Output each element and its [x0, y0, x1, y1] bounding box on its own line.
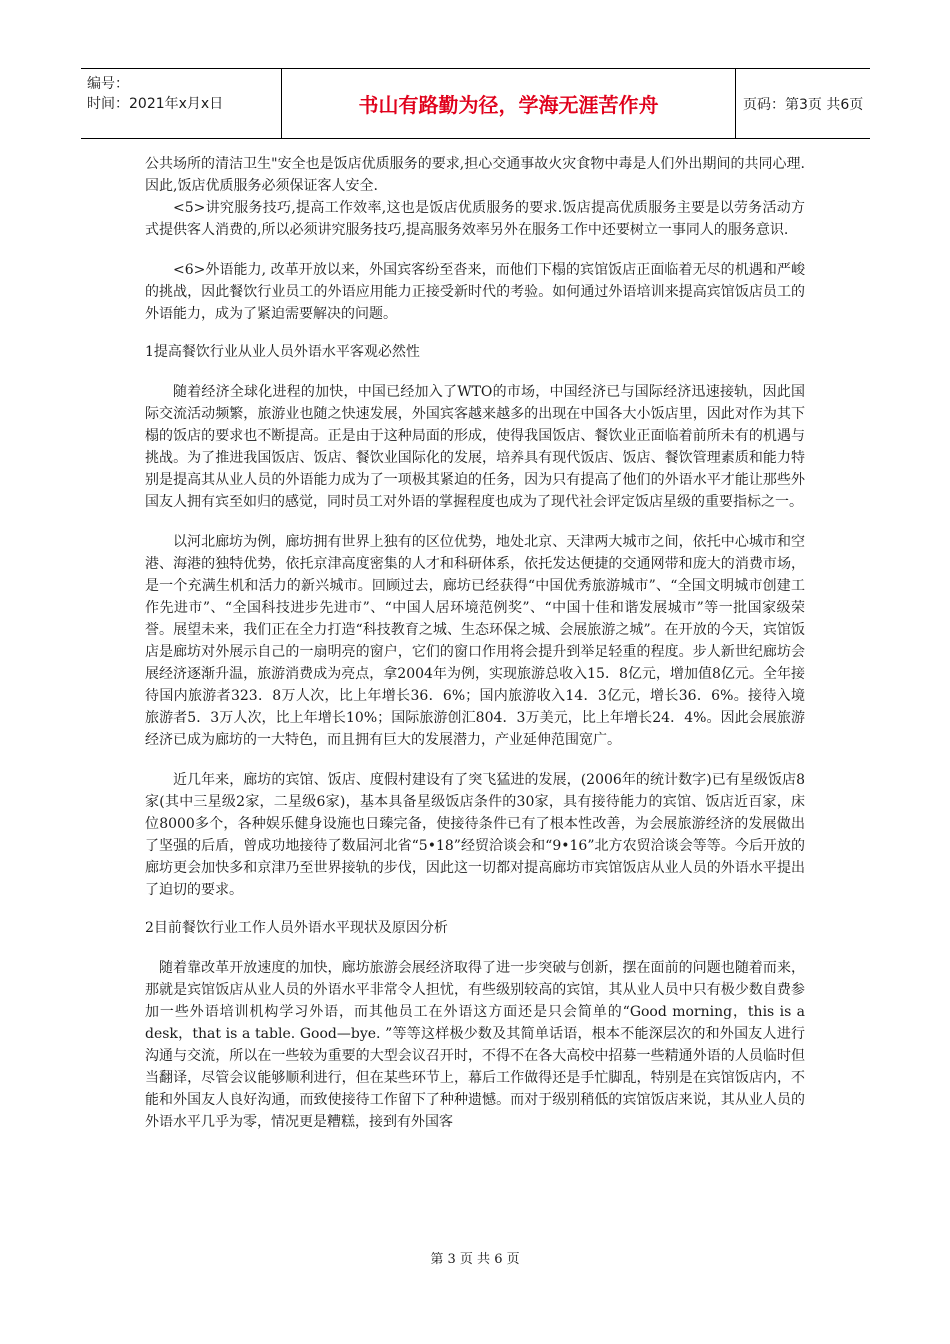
- page-header: [81, 68, 870, 139]
- header-info: [81, 69, 281, 138]
- paragraph: <5>讲究服务技巧,提高工作效率,这也是饭店优质服务的要求.饭店提高优质服务主要是以劳务活动方式提供客人消费的,所以必须讲究服务技巧,提高服务效率另外在服务工作中还要树立一事同人的服务意识.: [145, 200, 805, 238]
- paragraph: 以河北廊坊为例，廊坊拥有世界上独有的区位优势，地处北京、天津两大城市之间，依托中心城市和空港、海港的独特优势，依托京津高度密集的人才和科研体系，依托发达便捷的交通网带和庞大的消费市场，是一个充满生机和活力的新兴城市。回顾过去，廊坊已经获得“中国优秀旅游城市”、“全国文明城市创建工作先进市”、“全国科技进步先进市”、“中国人居环境范例奖”、“中国十佳和谐发展城市”等一批国家级荣誉。展望未来，我们正在全力打造“科技教育之城、生态环保之城、会展旅游之城”。在开放的今天，宾馆饭店是廊坊对外展示自己的一扇明亮的窗户，它们的窗口作用将会提升到举足轻重的程度。步人新世纪廊坊会展经济逐渐升温，旅游消费成为亮点，拿2004年为例，实现旅游总收入15．8亿元，增加值8亿元。全年接待国内旅游者323．8万人次，比上年增长36．6%；国内旅游收入14．3亿元，增长36．6%。接待入境旅游者5．3万人次，比上年增长10%；国际旅游创汇804．3万美元，比上年增长24．4%。因此会展旅游经济已成为廊坊的一大特色，而且拥有巨大的发展潜力，产业延伸范围宽广。: [145, 534, 805, 748]
- paragraph: 公共场所的清洁卫生"安全也是饭店优质服务的要求,担心交通事故火灾食物中毒是人们外出期间的共同心理.因此,饭店优质服务必须保证客人安全.: [145, 156, 805, 194]
- section-heading: 2目前餐饮行业工作人员外语水平现状及原因分析: [145, 920, 448, 936]
- section-heading: 1提高餐饮行业从业人员外语水平客观必然性: [145, 344, 420, 360]
- paragraph: 随着经济全球化进程的加快，中国已经加入了WTO的市场，中国经济已与国际经济迅速接轨，因此国际交流活动频繁，旅游业也随之快速发展，外国宾客越来越多的出现在中国各大小饭店里，因此对作为其下榻的饭店的要求也不断提高。正是由于这种局面的形成，使得我国饭店、餐饮业正面临着前所未有的机遇与挑战。为了推进我国饭店、饭店、餐饮业国际化的发展，培养具有现代饭店、饭店、餐饮管理素质和能力特别是提高其从业人员的外语能力成为了一项极其紧迫的任务，因为只有提高了他们的外语水平才能让那些外国友人拥有宾至如归的感觉，同时员工对外语的掌握程度也成为了现代社会评定饭店星级的重要指标之一。: [145, 384, 805, 510]
- document-body: [145, 153, 805, 1133]
- paragraph: 随着靠改革开放速度的加快，廊坊旅游会展经济取得了进一步突破与创新，摆在面前的问题也随着而来，那就是宾馆饭店从业人员的外语水平非常令人担忧，有些级别较高的宾馆，其从业人员中只有极少数自费参加一些外语培训机构学习外语，而其他员工在外语这方面还是只会简单的“Good morning，this is a desk，that is a table. Good—bye. ”等等这样极少数及其简单话语，根本不能深层次的和外国友人进行沟通与交流，所以在一些较为重要的大型会议召开时，不得不在各大高校中招募一些精通外语的人员临时但当翻译，尽管会议能够顺利进行，但在某些环节上，幕后工作做得还是手忙脚乱，特别是在宾馆饭店内，不能和外国友人良好沟通，而致使接待工作留下了种种遗憾。而对于级别稍低的宾馆饭店来说，其从业人员的外语水平几乎为零，情况更是糟糕，接到有外国客: [145, 960, 805, 1130]
- header-motto: 书山有路勤为径，学海无涯苦作舟: [281, 69, 736, 138]
- header-page-number: 页码：第3页 共6页: [743, 96, 864, 113]
- document-date: 时间：2021年x月x日: [87, 96, 224, 112]
- page-footer: 第 3 页 共 6 页: [430, 1252, 520, 1267]
- paragraph: 近几年来，廊坊的宾馆、饭店、度假村建设有了突飞猛进的发展，(2006年的统计数字)已有星级饭店8家(其中三星级2家，二星级6家)，基本具备星级饭店条件的30家，具有接待能力的宾馆、饭店近百家，床位8000多个，各种娱乐健身设施也日臻完备，使接待条件已有了根本性改善，为会展旅游经济的发展做出了坚强的后盾，曾成功地接待了数届河北省“5•18”经贸洽谈会和“9•16”北方农贸洽谈会等等。今后开放的廊坊更会加快多和京津乃至世界接轨的步伐，因此这一切都对提高廊坊市宾馆饭店从业人员的外语水平提出了迫切的要求。: [145, 772, 805, 898]
- document-number: 编号：: [87, 76, 129, 92]
- paragraph: <6>外语能力, 改革开放以来，外国宾客纷至沓来，而他们下榻的宾馆饭店正面临着无尽的机遇和严峻的挑战，因此餐饮行业员工的外语应用能力正接受新时代的考验。如何通过外语培训来提高宾馆饭店员工的外语能力，成为了紧迫需要解决的问题。: [145, 262, 805, 322]
